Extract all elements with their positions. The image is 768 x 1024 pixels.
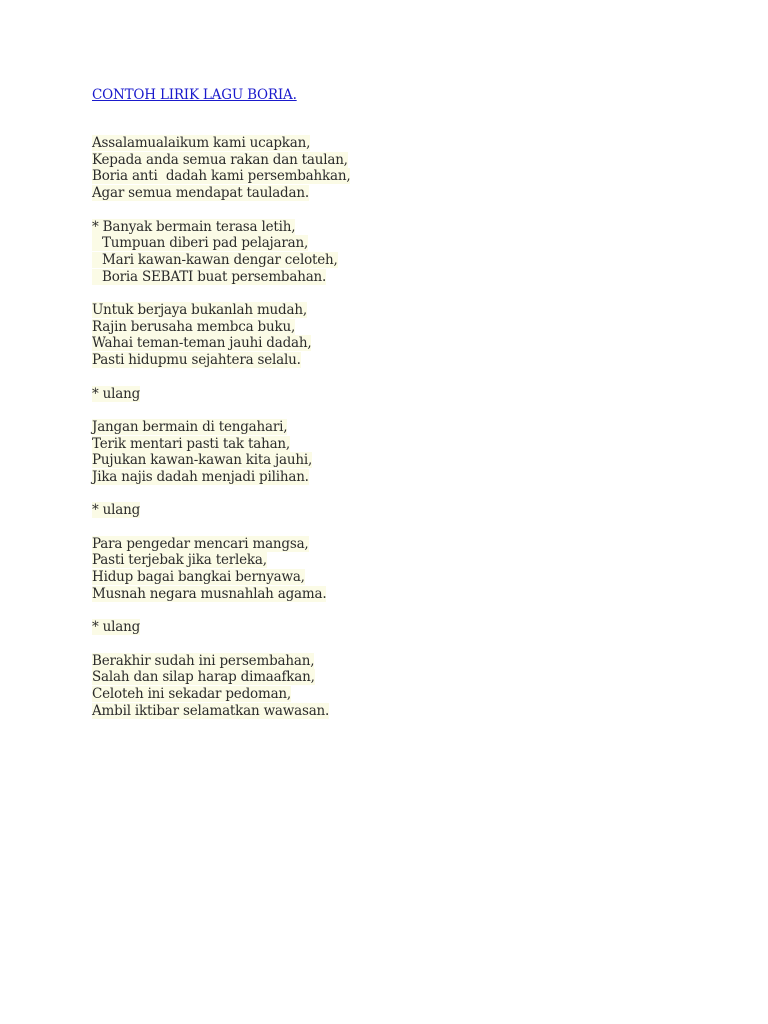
lyric-line: Kepada anda semua rakan dan taulan,	[92, 151, 348, 168]
lyric-line: Musnah negara musnahlah agama.	[92, 585, 327, 602]
lyric-line: Pasti terjebak jika terleka,	[92, 552, 267, 569]
lyric-line: Jangan bermain di tengahari,	[92, 418, 288, 435]
lyric-line: Para pengedar mencari mangsa,	[92, 535, 309, 552]
lyric-line: * ulang	[92, 502, 141, 519]
lyric-line: * Banyak bermain terasa letih,	[92, 218, 296, 235]
lyric-line: Pasti hidupmu sejahtera selalu.	[92, 352, 301, 369]
lyric-line: Boria SEBATI buat persembahan.	[92, 269, 692, 286]
lyric-line: Pujukan kawan-kawan kita jauhi,	[92, 452, 313, 469]
lyric-line: Tumpuan diberi pad pelajaran,	[92, 235, 692, 252]
lyric-line: Untuk berjaya bukanlah mudah,	[92, 302, 307, 318]
lyric-line: * ulang	[92, 385, 141, 402]
lyrics-body	[92, 135, 692, 719]
lyric-line: Celoteh ini sekadar pedoman,	[92, 686, 292, 703]
chorus-stanza	[92, 219, 692, 286]
stanza	[92, 302, 692, 369]
document-page	[92, 84, 692, 736]
repeat-marker	[92, 386, 692, 403]
lyric-line: Ambil iktibar selamatkan wawasan.	[92, 702, 330, 719]
lyric-line: Berakhir sudah ini persembahan,	[92, 652, 315, 669]
stanza	[92, 653, 692, 720]
repeat-marker	[92, 619, 692, 636]
lyric-line: Agar semua mendapat tauladan.	[92, 185, 309, 202]
lyric-line: Assalamualaikum kami ucapkan,	[92, 135, 311, 151]
lyric-line: Terik mentari pasti tak tahan,	[92, 435, 291, 452]
lyric-line: Jika najis dadah menjadi pilihan.	[92, 469, 309, 485]
stanza	[92, 135, 692, 202]
document-title-link[interactable]: CONTOH LIRIK LAGU BORIA.	[92, 87, 297, 103]
lyric-line: Boria anti dadah kami persembahkan,	[92, 168, 351, 185]
stanza	[92, 536, 692, 603]
lyric-line: Rajin berusaha membca buku,	[92, 318, 296, 335]
repeat-marker	[92, 502, 692, 519]
lyric-line: Wahai teman-teman jauhi dadah,	[92, 335, 312, 352]
lyric-line: Hidup bagai bangkai bernyawa,	[92, 569, 305, 586]
stanza	[92, 419, 692, 486]
lyric-line: Salah dan silap harap dimaafkan,	[92, 669, 315, 686]
lyric-line: * ulang	[92, 619, 141, 636]
lyric-line: Mari kawan-kawan dengar celoteh,	[92, 252, 692, 269]
